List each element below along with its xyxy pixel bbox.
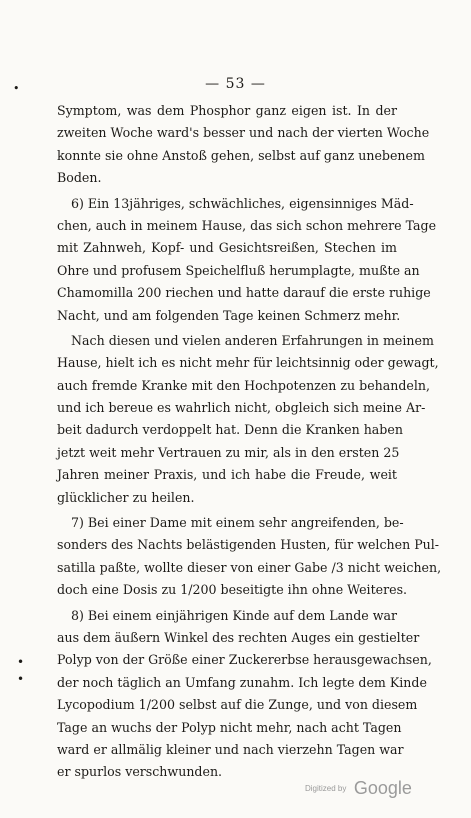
text-line: chen, auch in meinem Hause, das sich schon mehrere Tage bbox=[57, 217, 437, 233]
text-line: glücklicher zu heilen. bbox=[57, 489, 195, 505]
text-line: Nach diesen und vielen anderen Erfahrungen in meinem bbox=[71, 332, 434, 348]
page-number: — 53 — bbox=[205, 76, 266, 92]
text-line: 8) Bei einem einjährigen Kinde auf dem Lande war bbox=[71, 607, 398, 623]
watermark-brand: Google bbox=[353, 778, 412, 798]
text-line: Nacht, und am folgenden Tage keinen Schmerz mehr. bbox=[57, 307, 401, 323]
text-line: ward er allmälig kleiner und nach vierzehn Tagen war bbox=[57, 741, 404, 757]
text-line: satilla paßte, wollte dieser von einer Gabe /3 nicht weichen, bbox=[57, 559, 442, 575]
text-line: er spurlos verschwunden. bbox=[57, 764, 223, 780]
margin-mark-side: • bbox=[17, 672, 25, 686]
text-line: Tage an wuchs der Polyp nicht mehr, nach acht Tagen bbox=[57, 719, 402, 735]
watermark-prefix: Digitized by bbox=[305, 784, 347, 793]
text-line: beit dadurch verdoppelt hat. Denn die Kranken haben bbox=[57, 422, 403, 438]
text-line: konnte sie ohne Anstoß gehen, selbst auf ganz unebenem bbox=[57, 147, 425, 163]
text-line: Lycopodium 1/200 selbst auf die Zunge, und von diesem bbox=[57, 697, 418, 713]
text-line: 6) Ein 13jähriges, schwächliches, eigensinniges Mäd- bbox=[71, 195, 414, 211]
text-line: zweiten Woche ward's besser und nach der vierten Woche bbox=[57, 125, 430, 141]
text-line: aus dem äußern Winkel des rechten Auges ein gestielter bbox=[57, 629, 420, 645]
text-line: und ich bereue es wahrlich nicht, obgleich sich meine Ar- bbox=[57, 400, 426, 416]
text-line: 7) Bei einer Dame mit einem sehr angreifenden, be- bbox=[71, 515, 404, 531]
text-line: mit Zahnweh, Kopf- und Gesichtsreißen, Stechen im bbox=[57, 240, 397, 256]
text-line: der noch täglich an Umfang zunahm. Ich legte dem Kinde bbox=[57, 674, 427, 690]
digitized-watermark bbox=[305, 778, 412, 799]
text-line: sonders des Nachts belästigenden Husten, für welchen Pul- bbox=[57, 537, 440, 553]
margin-mark-top: • bbox=[13, 82, 20, 95]
text-body bbox=[57, 100, 442, 784]
text-line: jetzt weit mehr Vertrauen zu mir, als in den ersten 25 bbox=[57, 444, 400, 460]
text-line: Jahren meiner Praxis, und ich habe die Freude, weit bbox=[57, 467, 397, 483]
text-line: Boden. bbox=[57, 170, 102, 186]
text-line: Ohre und profusem Speichelfluß herumplagte, mußte an bbox=[57, 262, 420, 278]
text-line: Symptom, was dem Phosphor ganz eigen ist. In der bbox=[57, 103, 397, 118]
margin-mark-side: • bbox=[17, 655, 25, 669]
text-line: doch eine Dosis zu 1/200 beseitigte ihn ohne Weiteres. bbox=[57, 582, 408, 598]
text-line: auch fremde Kranke mit den Hochpotenzen zu behandeln, bbox=[57, 377, 431, 393]
text-line: Hause, hielt ich es nicht mehr für leichtsinnig oder gewagt, bbox=[57, 355, 439, 371]
text-line: Polyp von der Größe einer Zuckererbse herausgewachsen, bbox=[57, 652, 432, 668]
text-line: Chamomilla 200 riechen und hatte darauf die erste ruhige bbox=[57, 285, 431, 301]
